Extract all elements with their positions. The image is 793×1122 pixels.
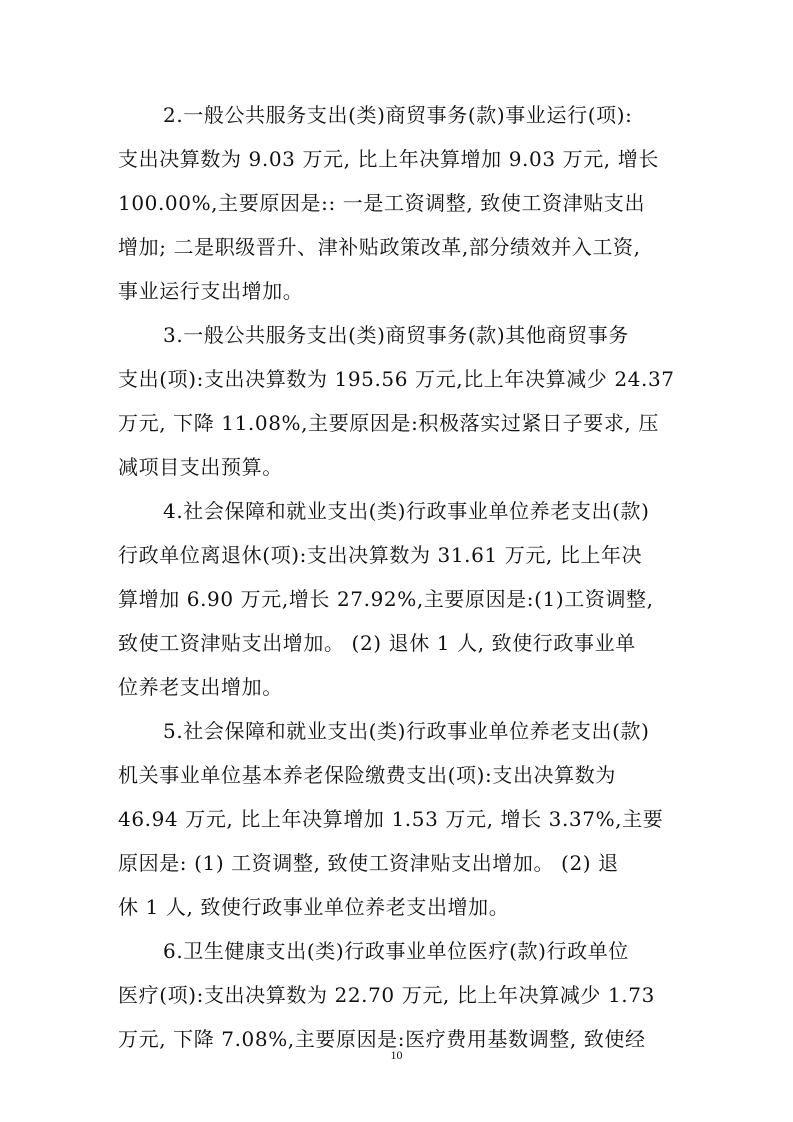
text-line: 休 1 人, 致使行政事业单位养老支出增加。 (118, 895, 510, 919)
text-line: 3.一般公共服务支出(类)商贸事务(款)其他商贸事务 (163, 323, 629, 347)
text-line: 5.社会保障和就业支出(类)行政事业单位养老支出(款) (163, 719, 650, 743)
text-line: 医疗(项):支出决算数为 22.70 万元, 比上年决算减少 1.73 (118, 983, 655, 1007)
text-line: 46.94 万元, 比上年决算增加 1.53 万元, 增长 3.37%,主要 (118, 807, 664, 831)
text-line: 万元, 下降 11.08%,主要原因是:积极落实过紧日子要求, 压 (118, 411, 659, 435)
text-line: 支出(项):支出决算数为 195.56 万元,比上年决算减少 24.37 (118, 367, 675, 391)
page-number: 10 (390, 1048, 403, 1062)
text-line: 2.一般公共服务支出(类)商贸事务(款)事业运行(项): (163, 103, 633, 127)
text-line: 事业运行支出增加。 (118, 279, 304, 303)
text-line: 增加; 二是职级晋升、津补贴政策改革,部分绩效并入工资, (118, 235, 641, 259)
text-line: 100.00%,主要原因是:: 一是工资调整, 致使工资津贴支出 (118, 191, 646, 215)
text-line: 4.社会保障和就业支出(类)行政事业单位养老支出(款) (163, 499, 650, 523)
text-line: 算增加 6.90 万元,增长 27.92%,主要原因是:(1)工资调整, (118, 587, 654, 611)
text-line: 支出决算数为 9.03 万元, 比上年决算增加 9.03 万元, 增长 (118, 147, 659, 171)
text-line: 致使工资津贴支出增加。 (2) 退休 1 人, 致使行政事业单 (118, 631, 636, 655)
text-line: 减项目支出预算。 (118, 455, 283, 479)
text-line: 行政单位离退休(项):支出决算数为 31.61 万元, 比上年决 (118, 543, 643, 567)
text-line: 万元, 下降 7.08%,主要原因是:医疗费用基数调整, 致使经 (118, 1027, 646, 1051)
text-line: 6.卫生健康支出(类)行政事业单位医疗(款)行政单位 (163, 939, 629, 963)
text-line: 机关事业单位基本养老保险缴费支出(项):支出决算数为 (118, 763, 616, 787)
text-line: 原因是: (1) 工资调整, 致使工资津贴支出增加。 (2) 退 (118, 851, 619, 875)
text-line: 位养老支出增加。 (118, 675, 283, 699)
